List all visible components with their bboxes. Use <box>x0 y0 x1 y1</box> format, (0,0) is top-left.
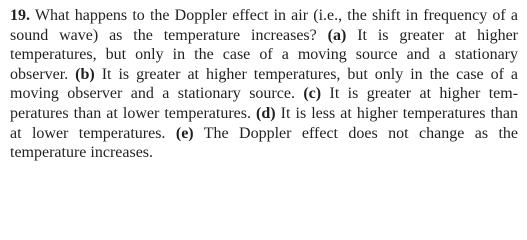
option-e-label: (e) <box>175 124 194 142</box>
option-c-label: (c) <box>303 85 322 103</box>
option-b-text: It is greater at higher temperatures, but only in the case of a moving observer and a stationary source. <box>10 65 519 103</box>
option-d-text: It is less at higher temperatures than at lower temperatures. <box>10 104 519 142</box>
question-number: 19. <box>10 7 30 24</box>
option-c-text: It is greater at higher temperatures than at lower temperatures. <box>10 85 519 122</box>
option-a-text: It is greater at higher temperatures, but only in the case of a moving source and a stationary observer. <box>10 26 519 83</box>
question-stem: What happens to the Doppler effect in air (i.e., the shift in frequency of a sound wave) as the temperature increases? <box>10 7 518 44</box>
option-a-label: (a) <box>327 26 347 44</box>
question-text <box>10 6 518 163</box>
option-e-text: The Doppler effect does not change as the temperature increases. <box>10 124 519 162</box>
option-b-label: (b) <box>75 65 95 83</box>
option-d-label: (d) <box>256 104 276 122</box>
